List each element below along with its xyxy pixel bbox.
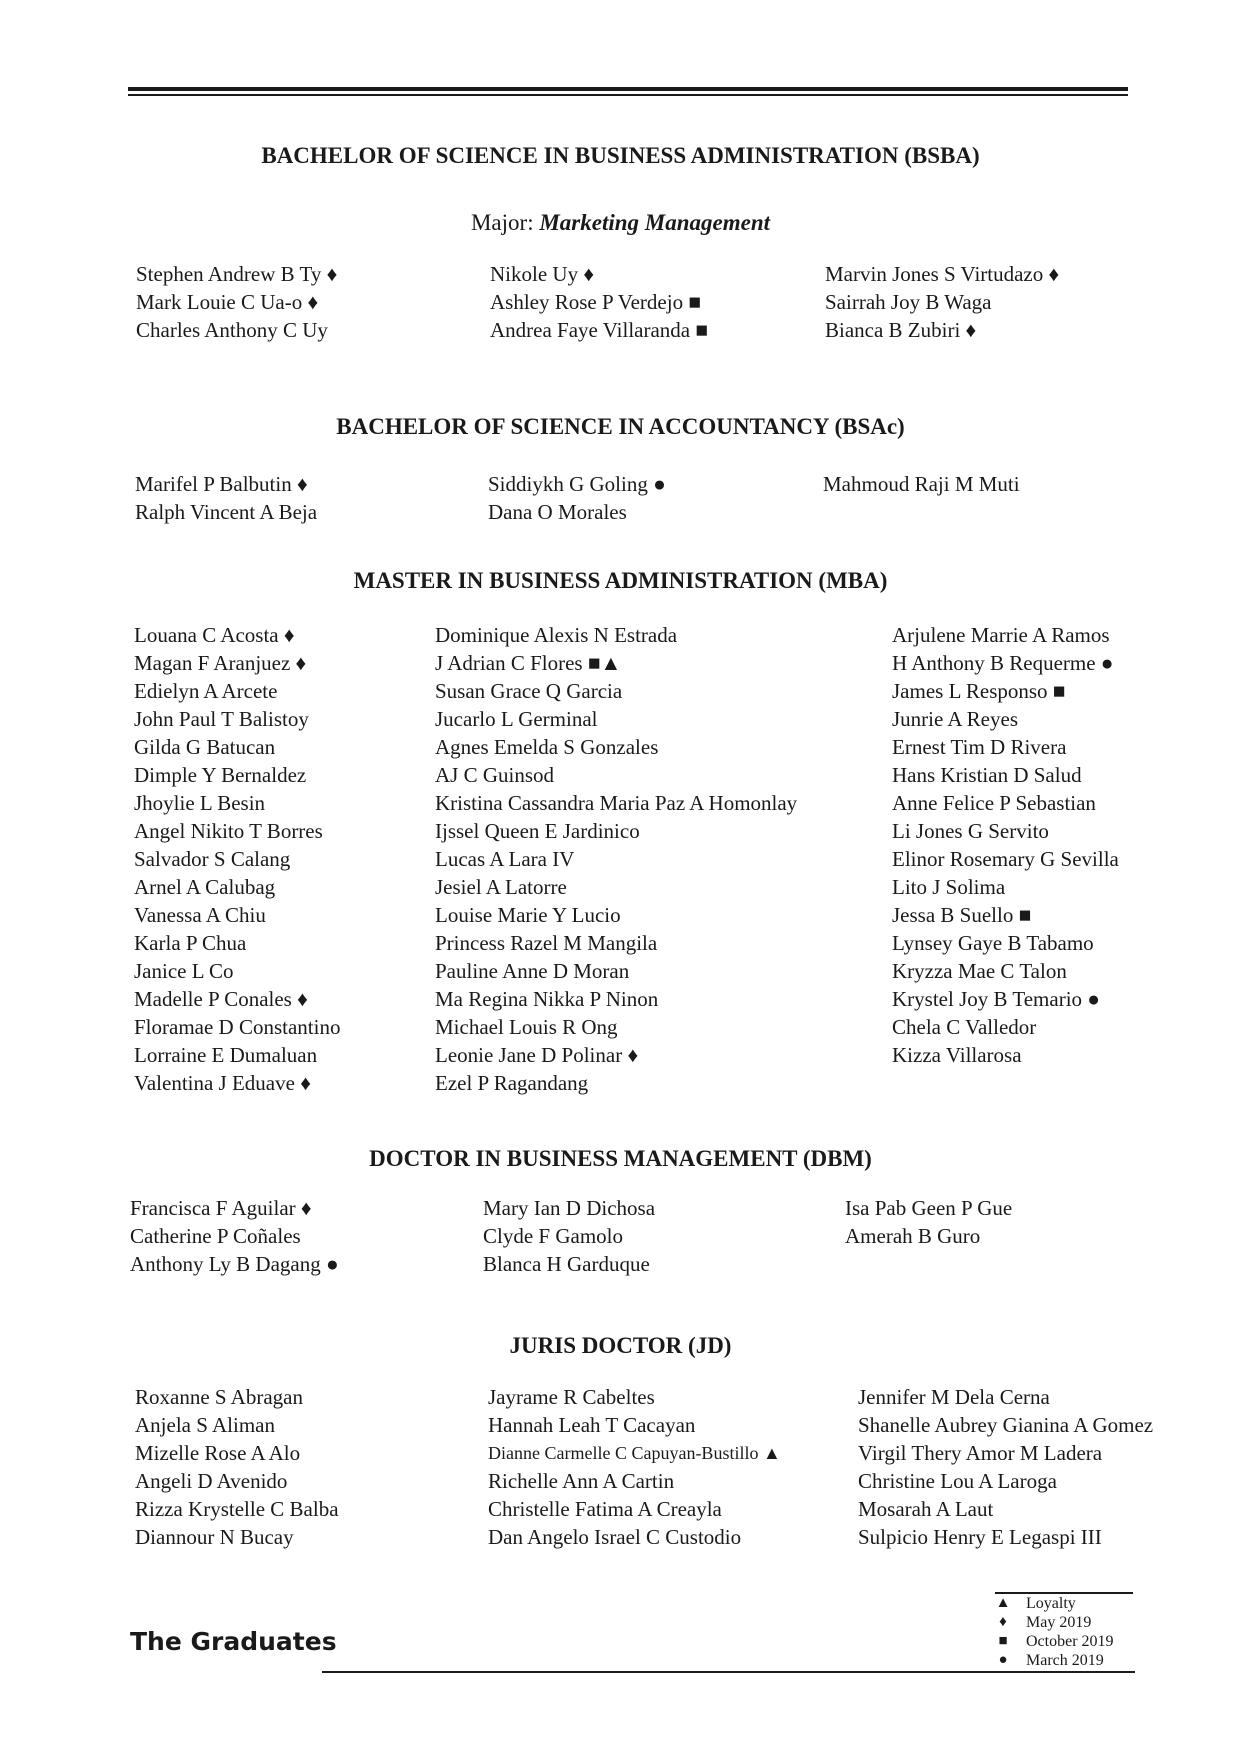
dbm-column-3: [845, 1194, 1012, 1250]
graduate-name: Roxanne S Abragan: [135, 1385, 303, 1409]
bsba-column-3: [825, 260, 1059, 344]
graduate-name: AJ C Guinsod: [435, 763, 555, 787]
section-heading-bsac: BACHELOR OF SCIENCE IN ACCOUNTANCY (BSAc): [336, 414, 905, 439]
graduate-name: Siddiykh G Goling ●: [488, 472, 666, 496]
graduate-name: Hans Kristian D Salud: [892, 763, 1082, 787]
graduate-name: Stephen Andrew B Ty ♦: [136, 262, 338, 286]
graduate-name: Lito J Solima: [892, 875, 1006, 899]
top-rule-thick: [128, 87, 1128, 91]
major-label: Major:: [470, 210, 534, 235]
square-icon: ■: [998, 1633, 1008, 1649]
graduate-name: Anjela S Aliman: [135, 1413, 275, 1437]
graduate-name: Clyde F Gamolo: [483, 1224, 623, 1248]
top-rule-thin: [128, 94, 1128, 96]
graduate-name: Mosarah A Laut: [858, 1497, 994, 1521]
graduate-name: James L Responso ■: [892, 679, 1066, 703]
graduate-name: Jennifer M Dela Cerna: [858, 1385, 1050, 1409]
footer-title: The Graduates: [130, 1627, 337, 1656]
dbm-column-1: [130, 1194, 339, 1278]
bsac-column-2: [488, 470, 666, 526]
graduate-name: Princess Razel M Mangila: [435, 931, 658, 955]
graduate-name: Dana O Morales: [488, 500, 627, 524]
graduate-name: Edielyn A Arcete: [134, 679, 278, 703]
graduate-name: Francisca F Aguilar ♦: [130, 1196, 312, 1220]
circle-icon: ●: [998, 1652, 1008, 1668]
mba-column-1: [134, 621, 340, 1097]
graduate-name: Christelle Fatima A Creayla: [488, 1497, 722, 1521]
graduate-name: Anne Felice P Sebastian: [892, 791, 1096, 815]
legend-item-october-2019: [992, 1632, 1114, 1651]
legend-item-loyalty: [992, 1594, 1114, 1613]
graduate-name: Junrie A Reyes: [892, 707, 1018, 731]
graduate-name: Ralph Vincent A Beja: [135, 500, 318, 524]
graduate-name: Valentina J Eduave ♦: [134, 1071, 311, 1095]
graduate-name: Arjulene Marrie A Ramos: [892, 623, 1110, 647]
graduate-name: Dimple Y Bernaldez: [134, 763, 307, 787]
graduate-name: Krystel Joy B Temario ●: [892, 987, 1100, 1011]
graduate-name: Shanelle Aubrey Gianina A Gomez: [858, 1413, 1154, 1437]
graduate-name: Diannour N Bucay: [135, 1525, 294, 1549]
graduate-name: Dianne Carmelle C Capuyan-Bustillo ▲: [488, 1443, 781, 1463]
graduate-name: Susan Grace Q Garcia: [435, 679, 623, 703]
jd-column-1: [135, 1383, 339, 1551]
diamond-icon: ♦: [999, 1614, 1007, 1630]
jd-column-2: [488, 1383, 781, 1551]
graduate-name: Blanca H Garduque: [483, 1252, 650, 1276]
major-value: Marketing Management: [539, 210, 771, 235]
bsba-column-2: [490, 260, 708, 344]
triangle-icon: ▲: [995, 1595, 1011, 1611]
graduate-name: Li Jones G Servito: [892, 819, 1049, 843]
graduate-name: Hannah Leah T Cacayan: [488, 1413, 696, 1437]
mba-column-3: [892, 621, 1119, 1069]
legend-label: May 2019: [1026, 1614, 1092, 1631]
graduate-name: Lucas A Lara IV: [435, 847, 575, 871]
section-heading-mba: MASTER IN BUSINESS ADMINISTRATION (MBA): [353, 568, 888, 593]
section-heading-dbm: DOCTOR IN BUSINESS MANAGEMENT (DBM): [369, 1146, 872, 1171]
legend-item-may-2019: [992, 1613, 1114, 1632]
graduate-name: Agnes Emelda S Gonzales: [435, 735, 659, 759]
footer-rule: [322, 1671, 1135, 1673]
graduate-name: Charles Anthony C Uy: [136, 318, 328, 342]
graduate-name: Louana C Acosta ♦: [134, 623, 295, 647]
bsac-column-3: [823, 470, 1020, 498]
bsac-column-1: [135, 470, 317, 526]
graduate-name: Nikole Uy ♦: [490, 262, 595, 286]
graduate-name: Kristina Cassandra Maria Paz A Homonlay: [435, 791, 798, 815]
graduate-name: Janice L Co: [134, 959, 234, 983]
graduate-name: Catherine P Coñales: [130, 1224, 301, 1248]
graduate-name: Floramae D Constantino: [134, 1015, 341, 1039]
graduate-name: Sairrah Joy B Waga: [825, 290, 992, 314]
graduate-name: Jhoylie L Besin: [134, 791, 266, 815]
graduate-name: Lynsey Gaye B Tabamo: [892, 931, 1094, 955]
graduate-name: Mahmoud Raji M Muti: [823, 472, 1020, 496]
graduate-name: Mary Ian D Dichosa: [483, 1196, 656, 1220]
graduate-name: Christine Lou A Laroga: [858, 1469, 1057, 1493]
graduate-name: Karla P Chua: [134, 931, 247, 955]
graduate-name: Angeli D Avenido: [135, 1469, 288, 1493]
legend: [992, 1594, 1114, 1670]
graduate-name: Amerah B Guro: [845, 1224, 981, 1248]
graduate-name: Isa Pab Geen P Gue: [845, 1196, 1013, 1220]
section-heading-bsba: BACHELOR OF SCIENCE IN BUSINESS ADMINISTRATION (BSBA): [261, 143, 980, 168]
graduate-name: H Anthony B Requerme ●: [892, 651, 1114, 675]
graduate-name: Dan Angelo Israel C Custodio: [488, 1525, 742, 1549]
graduate-name: Richelle Ann A Cartin: [488, 1469, 675, 1493]
graduate-name: Louise Marie Y Lucio: [435, 903, 621, 927]
graduate-name: Marifel P Balbutin ♦: [135, 472, 308, 496]
graduate-name: Magan F Aranjuez ♦: [134, 651, 307, 675]
graduate-name: Ezel P Ragandang: [435, 1071, 589, 1095]
graduate-name: Mizelle Rose A Alo: [135, 1441, 301, 1465]
graduate-name: Andrea Faye Villaranda ■: [490, 318, 709, 342]
graduate-name: John Paul T Balistoy: [134, 707, 309, 731]
graduate-name: Jesiel A Latorre: [435, 875, 567, 899]
graduate-name: Chela C Valledor: [892, 1015, 1037, 1039]
graduate-name: Michael Louis R Ong: [435, 1015, 618, 1039]
graduate-name: Kryzza Mae C Talon: [892, 959, 1067, 983]
graduate-name: Salvador S Calang: [134, 847, 291, 871]
graduate-name: Ma Regina Nikka P Ninon: [435, 987, 659, 1011]
legend-label: October 2019: [1026, 1633, 1114, 1650]
graduate-name: Jayrame R Cabeltes: [488, 1385, 655, 1409]
graduate-name: Sulpicio Henry E Legaspi III: [858, 1525, 1102, 1549]
graduate-name: Mark Louie C Ua-o ♦: [136, 290, 319, 314]
graduate-name: Leonie Jane D Polinar ♦: [435, 1043, 639, 1067]
graduate-name: Arnel A Calubag: [134, 875, 276, 899]
graduate-name: Dominique Alexis N Estrada: [435, 623, 678, 647]
graduate-name: Ernest Tim D Rivera: [892, 735, 1067, 759]
graduate-name: Rizza Krystelle C Balba: [135, 1497, 339, 1521]
legend-label: March 2019: [1026, 1652, 1104, 1669]
graduate-name: Virgil Thery Amor M Ladera: [858, 1441, 1103, 1465]
graduate-name: Jucarlo L Germinal: [435, 707, 598, 731]
graduate-name: Marvin Jones S Virtudazo ♦: [825, 262, 1060, 286]
graduate-name: Pauline Anne D Moran: [435, 959, 630, 983]
jd-column-3: [858, 1383, 1153, 1551]
graduate-name: Elinor Rosemary G Sevilla: [892, 847, 1119, 871]
graduate-name: Kizza Villarosa: [892, 1043, 1022, 1067]
legend-label: Loyalty: [1026, 1595, 1076, 1612]
graduate-name: Ashley Rose P Verdejo ■: [490, 290, 702, 314]
graduate-name: Lorraine E Dumaluan: [134, 1043, 318, 1067]
legend-item-march-2019: [992, 1651, 1114, 1670]
graduate-name: Madelle P Conales ♦: [134, 987, 308, 1011]
graduate-name: Vanessa A Chiu: [134, 903, 266, 927]
graduate-name: Anthony Ly B Dagang ●: [130, 1252, 339, 1276]
graduate-name: Jessa B Suello ■: [892, 903, 1032, 927]
graduate-name: J Adrian C Flores ■▲: [435, 651, 622, 675]
graduate-name: Bianca B Zubiri ♦: [825, 318, 977, 342]
graduate-name: Gilda G Batucan: [134, 735, 276, 759]
section-heading-jd: JURIS DOCTOR (JD): [509, 1333, 732, 1358]
mba-column-2: [435, 621, 797, 1097]
dbm-column-2: [483, 1194, 655, 1278]
major-line: [0, 209, 1241, 237]
bsba-column-1: [136, 260, 337, 344]
graduate-name: Ijssel Queen E Jardinico: [435, 819, 640, 843]
graduate-name: Angel Nikito T Borres: [134, 819, 323, 843]
